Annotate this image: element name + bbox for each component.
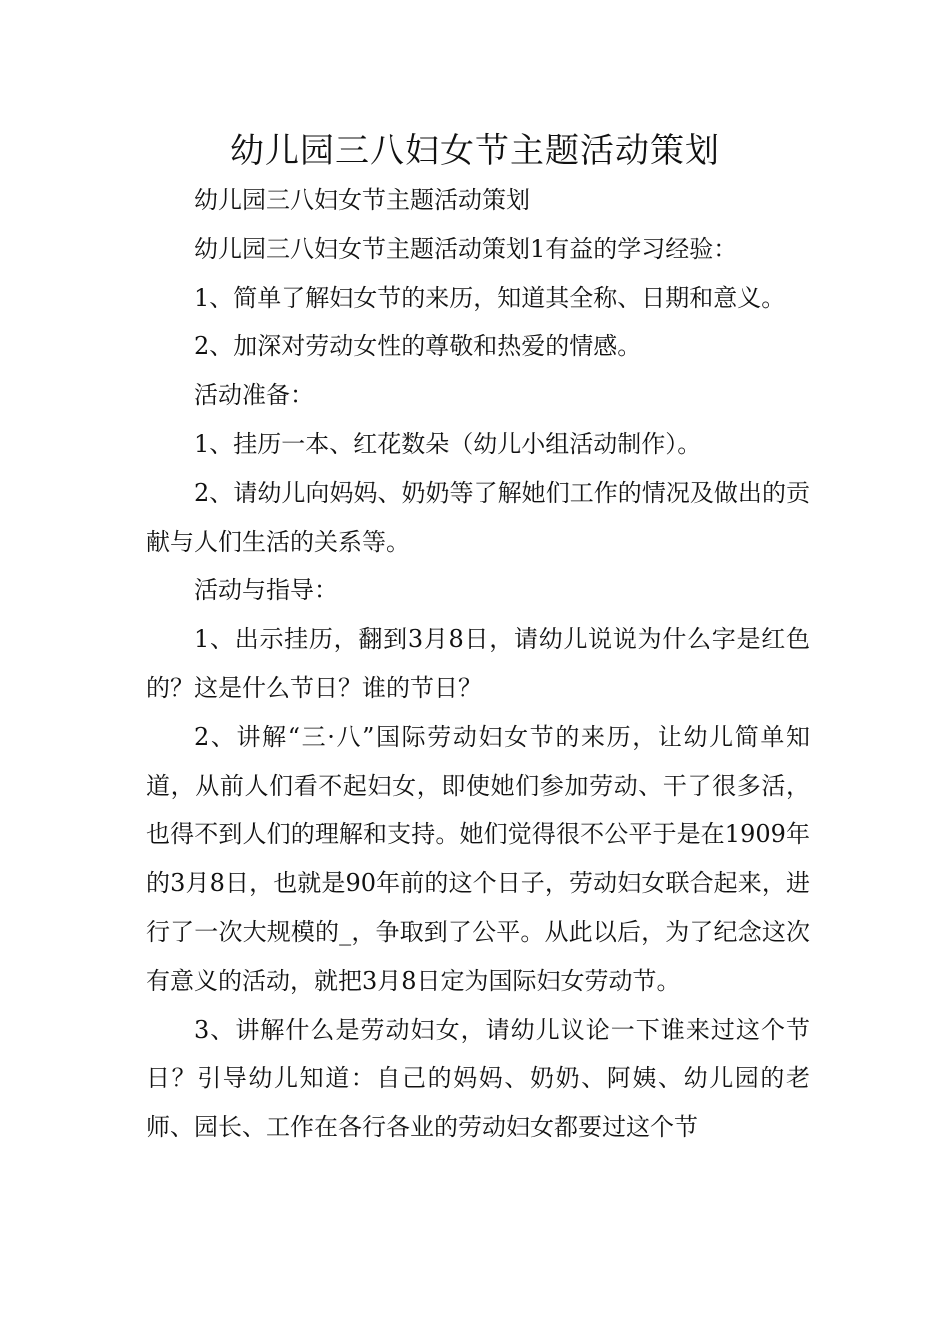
paragraph-guidance-3: 3、讲解什么是劳动妇女，请幼儿议论一下谁来过这个节日？引导幼儿知道：自己的妈妈、奶奶、阿姨、幼儿园的老师、园长、工作在各行各业的劳动妇女都要过这个节 xyxy=(146,1015,810,1142)
paragraph-subtitle: 幼儿园三八妇女节主题活动策划 xyxy=(194,186,530,214)
paragraph-preparation-2: 2、请幼儿向妈妈、奶奶等了解她们工作的情况及做出的贡献与人们生活的关系等。 xyxy=(146,478,810,556)
paragraph-goal-1: 1、简单了解妇女节的来历，知道其全称、日期和意义。 xyxy=(194,283,786,312)
paragraph-intro: 幼儿园三八妇女节主题活动策划1有益的学习经验： xyxy=(194,234,738,263)
document-title: 幼儿园三八妇女节主题活动策划 xyxy=(230,131,720,171)
paragraph-guidance-2: 2、讲解“三·八”国际劳动妇女节的来历，让幼儿简单知道，从前人们看不起妇女，即使她们参加劳动、干了很多活，也得不到人们的理解和支持。她们觉得很不公平于是在1909年的3月8日，也就是90年前的这个日子，劳动妇女联合起来，进行了一次大规模的_，争取到了公平。从此以后，为了纪念这次有意义的活动，就把3月8日定为国际妇女劳动节。 xyxy=(146,722,810,995)
paragraph-guidance-1: 1、出示挂历，翻到3月8日，请幼儿说说为什么字是红色的？这是什么节日？谁的节日？ xyxy=(146,625,810,702)
paragraph-preparation-1: 1、挂历一本、红花数朵（幼儿小组活动制作）。 xyxy=(194,429,702,458)
paragraph-goal-2: 2、加深对劳动女性的尊敬和热爱的情感。 xyxy=(194,332,642,361)
paragraph-guidance-heading: 活动与指导： xyxy=(194,576,338,605)
document-body xyxy=(146,176,810,1152)
paragraph-preparation-heading: 活动准备： xyxy=(194,381,314,410)
